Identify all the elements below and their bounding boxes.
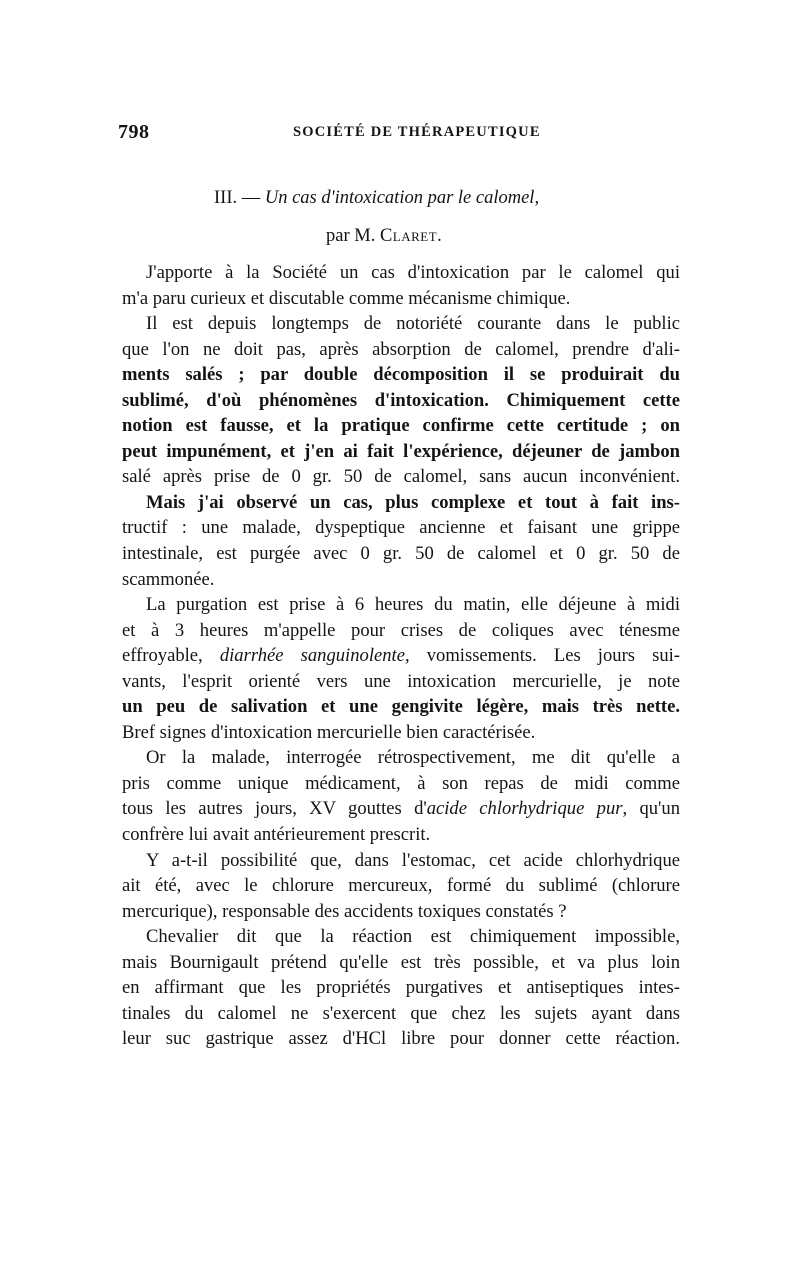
text-segment: effroyable, xyxy=(122,645,220,667)
text-line: Mais j'ai observé un cas, plus complexe et tout à fait ins- xyxy=(146,491,680,513)
text-line: scammonée. xyxy=(122,568,215,590)
text-line: La purgation est prise à 6 heures du matin, elle déjeune à midi xyxy=(146,594,680,616)
text-line: ments salés ; par double décomposition il se produirait du xyxy=(122,364,680,386)
text-line: Y a-t-il possibilité que, dans l'estomac, cet acide chlorhydrique xyxy=(146,849,680,871)
text-segment: , qu'un xyxy=(622,798,680,820)
text-line: que l'on ne doit pas, après absorption de calomel, prendre d'ali- xyxy=(122,338,680,360)
text-line: mais Bournigault prétend qu'elle est très possible, et va plus loin xyxy=(122,951,680,973)
running-head xyxy=(118,121,678,147)
byline-prefix: par M. xyxy=(326,226,376,246)
text-line: un peu de salivation et une gengivite légère, mais très nette. xyxy=(122,696,680,718)
text-line: J'apporte à la Société un cas d'intoxication par le calomel qui xyxy=(146,262,680,283)
text-line: m'a paru curieux et discutable comme mécanisme chimique. xyxy=(122,287,571,309)
text-line: intestinale, est purgée avec 0 gr. 50 de calomel et 0 gr. 50 de xyxy=(122,543,680,565)
text-line xyxy=(122,643,680,669)
text-line: Chevalier dit que la réaction est chimiquement impossible, xyxy=(146,926,680,948)
text-segment: , vomissements. Les jours sui- xyxy=(404,645,680,667)
text-line: notion est fausse, et la pratique confirme cette certitude ; on xyxy=(122,415,680,437)
journal-title: SOCIÉTÉ DE THÉRAPEUTIQUE xyxy=(293,124,541,140)
article-number: III. — xyxy=(214,188,261,208)
italic-text: diarrhée sanguinolente xyxy=(219,645,405,667)
article-heading xyxy=(214,188,539,209)
author-name: Claret. xyxy=(379,226,443,246)
text-line: en affirmant que les propriétés purgatives et antiseptiques intes- xyxy=(122,977,680,999)
text-line: leur suc gastrique assez d'HCl libre pour donner cette réaction. xyxy=(122,1028,680,1050)
article-title: Un cas d'intoxication par le calomel, xyxy=(264,188,540,208)
text-line: mercurique), responsable des accidents toxiques constatés ? xyxy=(122,900,567,922)
text-line: Il est depuis longtemps de notoriété courante dans le public xyxy=(146,313,680,335)
text-segment: tous les autres jours, XV gouttes d' xyxy=(122,798,427,820)
italic-text: acide chlorhydrique pur xyxy=(426,798,623,820)
text-line: salé après prise de 0 gr. 50 de calomel, sans aucun inconvénient. xyxy=(122,466,680,488)
article-byline xyxy=(326,226,442,247)
text-line: Or la malade, interrogée rétrospectivement, me dit qu'elle a xyxy=(146,747,680,769)
page-number: 798 xyxy=(118,121,150,143)
text-line: et à 3 heures m'appelle pour crises de coliques avec ténesme xyxy=(122,619,680,641)
text-line: vants, l'esprit orienté vers une intoxication mercurielle, je note xyxy=(122,670,680,692)
text-line: sublimé, d'où phénomènes d'intoxication. Chimiquement cette xyxy=(122,389,680,411)
article-body xyxy=(122,260,680,1052)
text-line: ait été, avec le chlorure mercureux, formé du sublimé (chlorure xyxy=(122,875,680,897)
text-line: tructif : une malade, dyspeptique ancienne et faisant une grippe xyxy=(122,517,680,539)
text-line: peut impunément, et j'en ai fait l'expérience, déjeuner de jambon xyxy=(122,440,680,462)
text-line: tinales du calomel ne s'exercent que chez les sujets ayant dans xyxy=(122,1002,680,1024)
text-line xyxy=(122,796,680,822)
text-line: confrère lui avait antérieurement prescrit. xyxy=(122,824,431,846)
text-line: Bref signes d'intoxication mercurielle bien caractérisée. xyxy=(122,721,536,743)
text-line: pris comme unique médicament, à son repas de midi comme xyxy=(122,772,680,794)
